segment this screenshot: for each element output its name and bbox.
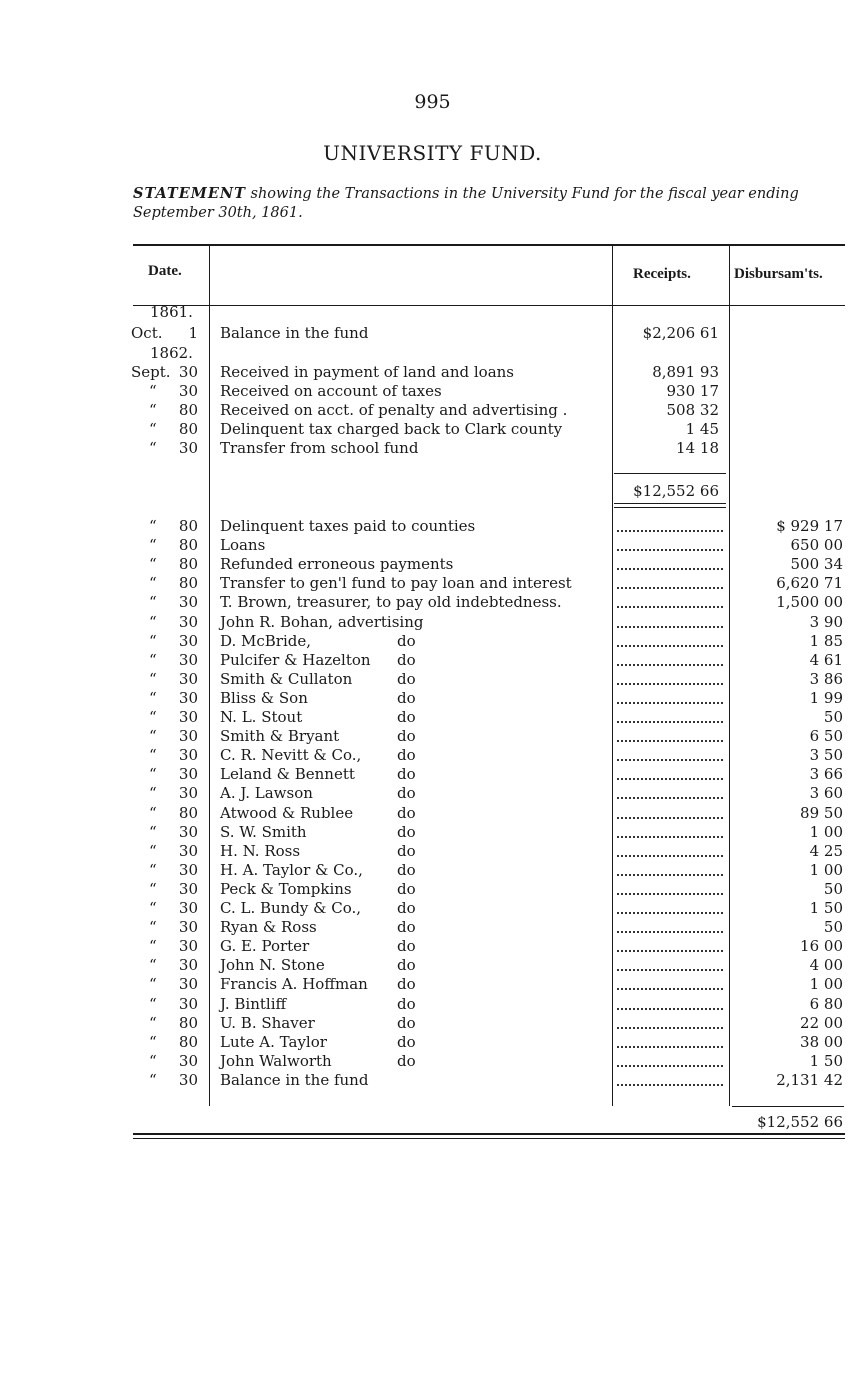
page-number: 995 xyxy=(414,91,451,113)
receipts-leader xyxy=(617,891,723,895)
row-disbursement-amount: 22 00 xyxy=(800,1013,843,1032)
ditto-mark: “ xyxy=(149,937,157,956)
row-description: C. L. Bundy & Co., do xyxy=(220,899,416,917)
receipt-row xyxy=(0,363,865,382)
row-day: 30 xyxy=(178,669,198,688)
disbursement-row xyxy=(0,956,865,975)
receipts-leader xyxy=(617,547,723,551)
row-day: 30 xyxy=(178,439,198,457)
row-disbursement-amount: 4 25 xyxy=(809,841,843,860)
receipts-total-rule-lower xyxy=(614,503,726,504)
ditto-mark: “ xyxy=(149,1070,157,1089)
row-day: 30 xyxy=(178,688,198,707)
disbursement-row xyxy=(0,804,865,823)
row-day: 30 xyxy=(178,1051,198,1070)
row-description: J. Bintliff do xyxy=(220,994,416,1013)
row-disbursement-amount: 4 61 xyxy=(809,650,843,669)
ditto-mark: “ xyxy=(149,975,157,994)
statement-caption xyxy=(133,184,848,223)
disbursement-row xyxy=(0,823,865,842)
row-disbursement-amount: 1 00 xyxy=(809,975,843,994)
row-description: H. N. Ross do xyxy=(220,841,416,860)
receipts-leader xyxy=(617,528,723,532)
disbursements-column-header: Disbursam'ts. xyxy=(734,266,823,282)
receipts-leader xyxy=(617,681,723,685)
receipts-leader xyxy=(617,872,723,876)
statement-lead: STATEMENT xyxy=(133,185,246,202)
disbursements-total-rule xyxy=(732,1106,844,1107)
row-ditto: do xyxy=(397,1013,416,1032)
row-ditto: do xyxy=(397,1051,416,1070)
disbursement-row xyxy=(0,1071,865,1090)
row-disbursement-amount: 6 50 xyxy=(809,727,843,746)
row-disbursement-amount: 16 00 xyxy=(800,937,843,956)
row-description: S. W. Smith do xyxy=(220,822,416,841)
row-ditto: do xyxy=(397,631,416,650)
disbursement-row xyxy=(0,708,865,727)
disbursement-row xyxy=(0,746,865,765)
receipts-total-rule xyxy=(614,473,726,474)
receipts-leader xyxy=(617,643,723,647)
row-ditto: do xyxy=(397,784,416,803)
row-day: 80 xyxy=(178,401,198,419)
row-description: Loans xyxy=(220,536,266,555)
row-day: 30 xyxy=(178,956,198,975)
row-description: Peck & Tompkins do xyxy=(220,879,416,898)
ditto-mark: “ xyxy=(149,822,157,841)
year-label-1862: 1862. xyxy=(150,344,193,362)
page-title: UNIVERSITY FUND. xyxy=(323,141,542,165)
row-description: Balance in the fund xyxy=(220,1070,369,1089)
row-day: 1 xyxy=(188,324,198,342)
row-day: 30 xyxy=(178,382,198,400)
receipts-leader xyxy=(617,757,723,761)
row-day: 80 xyxy=(178,574,198,593)
row-day: 80 xyxy=(178,420,198,438)
statement-text: showing the Transactions in the University Fund for the fiscal year ending September 30th, 1861. xyxy=(133,186,799,221)
row-day: 30 xyxy=(178,879,198,898)
ditto-mark: “ xyxy=(149,517,157,535)
ditto-mark: “ xyxy=(149,727,157,746)
disbursement-row xyxy=(0,918,865,937)
disbursement-row xyxy=(0,517,865,536)
disbursement-row xyxy=(0,593,865,612)
ditto-mark: “ xyxy=(149,593,157,612)
disbursement-row xyxy=(0,995,865,1014)
row-day: 30 xyxy=(178,363,198,381)
row-disbursement-amount: 4 00 xyxy=(809,956,843,975)
receipts-leader xyxy=(617,1063,723,1067)
row-description: D. McBride, do xyxy=(220,631,416,650)
receipts-leader xyxy=(617,662,723,666)
disbursement-row xyxy=(0,555,865,574)
row-description: G. E. Porter do xyxy=(220,937,416,956)
table-bottom-rule xyxy=(133,1133,845,1135)
ditto-mark: “ xyxy=(149,439,157,457)
row-description: Ryan & Ross do xyxy=(220,918,416,937)
row-description: H. A. Taylor & Co., do xyxy=(220,860,416,879)
receipts-leader xyxy=(617,1044,723,1048)
row-disbursement-amount: 3 90 xyxy=(809,612,843,631)
receipts-leader xyxy=(617,624,723,628)
header-bottom-rule xyxy=(133,305,845,306)
disbursement-row xyxy=(0,689,865,708)
row-description: Transfer to gen'l fund to pay loan and interest xyxy=(220,574,572,593)
row-receipt-amount: 14 18 xyxy=(676,439,719,457)
ditto-mark: “ xyxy=(149,420,157,438)
row-disbursement-amount: 650 00 xyxy=(790,536,843,555)
row-receipt-amount: 930 17 xyxy=(666,382,719,400)
receipt-row xyxy=(0,439,865,458)
row-disbursement-amount: $ 929 17 xyxy=(776,517,843,535)
row-description: Smith & Bryant do xyxy=(220,727,416,746)
row-day: 30 xyxy=(178,765,198,784)
ditto-mark: “ xyxy=(149,669,157,688)
row-month: Oct. xyxy=(131,324,163,342)
table-top-rule xyxy=(133,244,845,246)
receipts-leader xyxy=(617,585,723,589)
table-bottom-rule-lower xyxy=(133,1138,845,1139)
row-receipt-amount: 508 32 xyxy=(666,401,719,419)
disbursement-row xyxy=(0,632,865,651)
ditto-mark: “ xyxy=(149,688,157,707)
row-ditto: do xyxy=(397,860,416,879)
date-column-header: Date. xyxy=(148,263,182,279)
row-day: 30 xyxy=(178,1070,198,1089)
ditto-mark: “ xyxy=(149,899,157,917)
row-day: 80 xyxy=(178,536,198,555)
receipts-leader xyxy=(617,604,723,608)
row-description: Francis A. Hoffman do xyxy=(220,975,416,994)
row-description: Balance in the fund xyxy=(220,324,369,342)
ditto-mark: “ xyxy=(149,631,157,650)
row-description: N. L. Stout do xyxy=(220,708,416,726)
row-day: 80 xyxy=(178,555,198,574)
ditto-mark: “ xyxy=(149,1051,157,1070)
row-disbursement-amount: 1,500 00 xyxy=(776,593,843,612)
ditto-mark: “ xyxy=(149,994,157,1013)
ditto-mark: “ xyxy=(149,860,157,879)
disbursement-row xyxy=(0,727,865,746)
year-label-1861: 1861. xyxy=(150,303,193,321)
row-day: 80 xyxy=(178,1032,198,1051)
row-description: T. Brown, treasurer, to pay old indebtedness. xyxy=(220,593,562,612)
receipts-leader xyxy=(617,1006,723,1010)
row-description: C. R. Nevitt & Co., do xyxy=(220,746,416,765)
disbursement-row xyxy=(0,880,865,899)
ditto-mark: “ xyxy=(149,956,157,975)
row-ditto: do xyxy=(397,746,416,765)
disbursement-row xyxy=(0,1014,865,1033)
row-day: 30 xyxy=(178,784,198,803)
receipts-leader xyxy=(617,1082,723,1086)
row-disbursement-amount: 50 xyxy=(823,879,843,898)
ditto-mark: “ xyxy=(149,401,157,419)
row-disbursement-amount: 3 50 xyxy=(809,746,843,765)
disbursement-row xyxy=(0,670,865,689)
disbursement-row xyxy=(0,574,865,593)
ditto-mark: “ xyxy=(149,918,157,937)
row-day: 30 xyxy=(178,746,198,765)
row-day: 80 xyxy=(178,517,198,535)
row-description: Leland & Bennett do xyxy=(220,765,416,784)
row-ditto: do xyxy=(397,669,416,688)
receipts-leader xyxy=(617,929,723,933)
disbursement-row xyxy=(0,651,865,670)
ditto-mark: “ xyxy=(149,746,157,765)
row-day: 30 xyxy=(178,631,198,650)
receipt-row xyxy=(0,420,865,439)
row-ditto: do xyxy=(397,975,416,994)
row-description: Delinquent taxes paid to counties xyxy=(220,517,476,535)
receipts-leader xyxy=(617,815,723,819)
ditto-mark: “ xyxy=(149,879,157,898)
receipts-total-rule-lower2 xyxy=(614,507,726,508)
row-receipt-amount: $2,206 61 xyxy=(642,324,719,342)
ditto-mark: “ xyxy=(149,1032,157,1051)
row-ditto: do xyxy=(397,765,416,784)
row-ditto: do xyxy=(397,956,416,975)
row-description: U. B. Shaver do xyxy=(220,1013,416,1032)
row-ditto: do xyxy=(397,918,416,937)
receipts-column-header: Receipts. xyxy=(633,266,691,282)
receipts-leader xyxy=(617,719,723,723)
row-disbursement-amount: 1 50 xyxy=(809,899,843,917)
disbursement-row xyxy=(0,1052,865,1071)
row-disbursement-amount: 1 00 xyxy=(809,822,843,841)
ditto-mark: “ xyxy=(149,382,157,400)
row-day: 30 xyxy=(178,937,198,956)
row-day: 30 xyxy=(178,650,198,669)
row-disbursement-amount: 3 66 xyxy=(809,765,843,784)
row-disbursement-amount: 6 80 xyxy=(809,994,843,1013)
row-description: Smith & Cullaton do xyxy=(220,669,416,688)
ditto-mark: “ xyxy=(149,708,157,726)
row-description: Pulcifer & Hazelton do xyxy=(220,650,416,669)
row-day: 30 xyxy=(178,918,198,937)
row-disbursement-amount: 1 99 xyxy=(809,688,843,707)
row-description: Bliss & Son do xyxy=(220,688,416,707)
receipts-leader xyxy=(617,700,723,704)
row-description: Transfer from school fund xyxy=(220,439,419,457)
row-description: Lute A. Taylor do xyxy=(220,1032,416,1051)
row-description: A. J. Lawson do xyxy=(220,784,416,803)
disbursement-row xyxy=(0,975,865,994)
receipt-row xyxy=(0,382,865,401)
row-ditto: do xyxy=(397,879,416,898)
ditto-mark: “ xyxy=(149,765,157,784)
row-disbursement-amount: 50 xyxy=(823,918,843,937)
row-disbursement-amount: 2,131 42 xyxy=(776,1070,843,1089)
row-ditto: do xyxy=(397,994,416,1013)
receipts-total: $12,552 66 xyxy=(633,482,719,500)
receipts-leader xyxy=(617,776,723,780)
row-disbursement-amount: 50 xyxy=(823,708,843,726)
row-description: Received on account of taxes xyxy=(220,382,442,400)
row-disbursement-amount: 89 50 xyxy=(800,803,843,822)
row-disbursement-amount: 38 00 xyxy=(800,1032,843,1051)
ditto-mark: “ xyxy=(149,555,157,574)
row-day: 30 xyxy=(178,994,198,1013)
row-description: John N. Stone do xyxy=(220,956,416,975)
row-ditto: do xyxy=(397,937,416,956)
disbursement-row xyxy=(0,937,865,956)
disbursement-row xyxy=(0,765,865,784)
disbursement-row xyxy=(0,899,865,918)
disbursement-row xyxy=(0,1033,865,1052)
disbursement-row xyxy=(0,842,865,861)
row-day: 30 xyxy=(178,860,198,879)
receipt-row xyxy=(0,401,865,420)
receipts-leader xyxy=(617,795,723,799)
row-day: 30 xyxy=(178,708,198,726)
ditto-mark: “ xyxy=(149,536,157,555)
row-description: John Walworth do xyxy=(220,1051,416,1070)
receipts-leader xyxy=(617,1025,723,1029)
row-ditto: do xyxy=(397,822,416,841)
row-day: 80 xyxy=(178,1013,198,1032)
row-ditto: do xyxy=(397,899,416,917)
disbursement-row xyxy=(0,784,865,803)
row-day: 30 xyxy=(178,612,198,631)
row-receipt-amount: 1 45 xyxy=(685,420,719,438)
row-disbursement-amount: 6,620 71 xyxy=(776,574,843,593)
ditto-mark: “ xyxy=(149,612,157,631)
row-ditto: do xyxy=(397,1032,416,1051)
receipts-leader xyxy=(617,738,723,742)
ditto-mark: “ xyxy=(149,1013,157,1032)
ditto-mark: “ xyxy=(149,784,157,803)
row-disbursement-amount: 3 86 xyxy=(809,669,843,688)
ditto-mark: “ xyxy=(149,841,157,860)
row-ditto: do xyxy=(397,650,416,669)
row-day: 30 xyxy=(178,727,198,746)
row-disbursement-amount: 1 85 xyxy=(809,631,843,650)
receipts-leader xyxy=(617,566,723,570)
disbursements-total: $12,552 66 xyxy=(757,1113,843,1131)
row-ditto: do xyxy=(397,688,416,707)
row-description: Received on acct. of penalty and advertising . xyxy=(220,401,568,419)
disbursement-row xyxy=(0,613,865,632)
receipts-leader xyxy=(617,853,723,857)
row-disbursement-amount: 500 34 xyxy=(790,555,843,574)
row-description: Received in payment of land and loans xyxy=(220,363,514,381)
row-disbursement-amount: 1 50 xyxy=(809,1051,843,1070)
row-day: 30 xyxy=(178,841,198,860)
row-ditto: do xyxy=(397,708,416,726)
receipts-leader xyxy=(617,986,723,990)
row-day: 80 xyxy=(178,803,198,822)
row-ditto: do xyxy=(397,727,416,746)
row-ditto: do xyxy=(397,841,416,860)
receipts-leader xyxy=(617,948,723,952)
row-day: 30 xyxy=(178,593,198,612)
receipt-row xyxy=(0,324,865,343)
receipts-leader xyxy=(617,834,723,838)
row-disbursement-amount: 1 00 xyxy=(809,860,843,879)
row-receipt-amount: 8,891 93 xyxy=(652,363,719,381)
row-ditto: do xyxy=(397,803,416,822)
disbursement-row xyxy=(0,536,865,555)
row-day: 30 xyxy=(178,975,198,994)
row-description: Delinquent tax charged back to Clark county xyxy=(220,420,563,438)
row-description: Atwood & Rublee do xyxy=(220,803,416,822)
row-disbursement-amount: 3 60 xyxy=(809,784,843,803)
row-month: Sept. xyxy=(131,363,171,381)
row-description: John R. Bohan, advertising xyxy=(220,612,424,631)
receipts-leader xyxy=(617,967,723,971)
ditto-mark: “ xyxy=(149,574,157,593)
row-description: Refunded erroneous payments xyxy=(220,555,454,574)
ditto-mark: “ xyxy=(149,803,157,822)
disbursement-row xyxy=(0,861,865,880)
row-day: 30 xyxy=(178,822,198,841)
row-day: 30 xyxy=(178,899,198,917)
ditto-mark: “ xyxy=(149,650,157,669)
receipts-leader xyxy=(617,910,723,914)
